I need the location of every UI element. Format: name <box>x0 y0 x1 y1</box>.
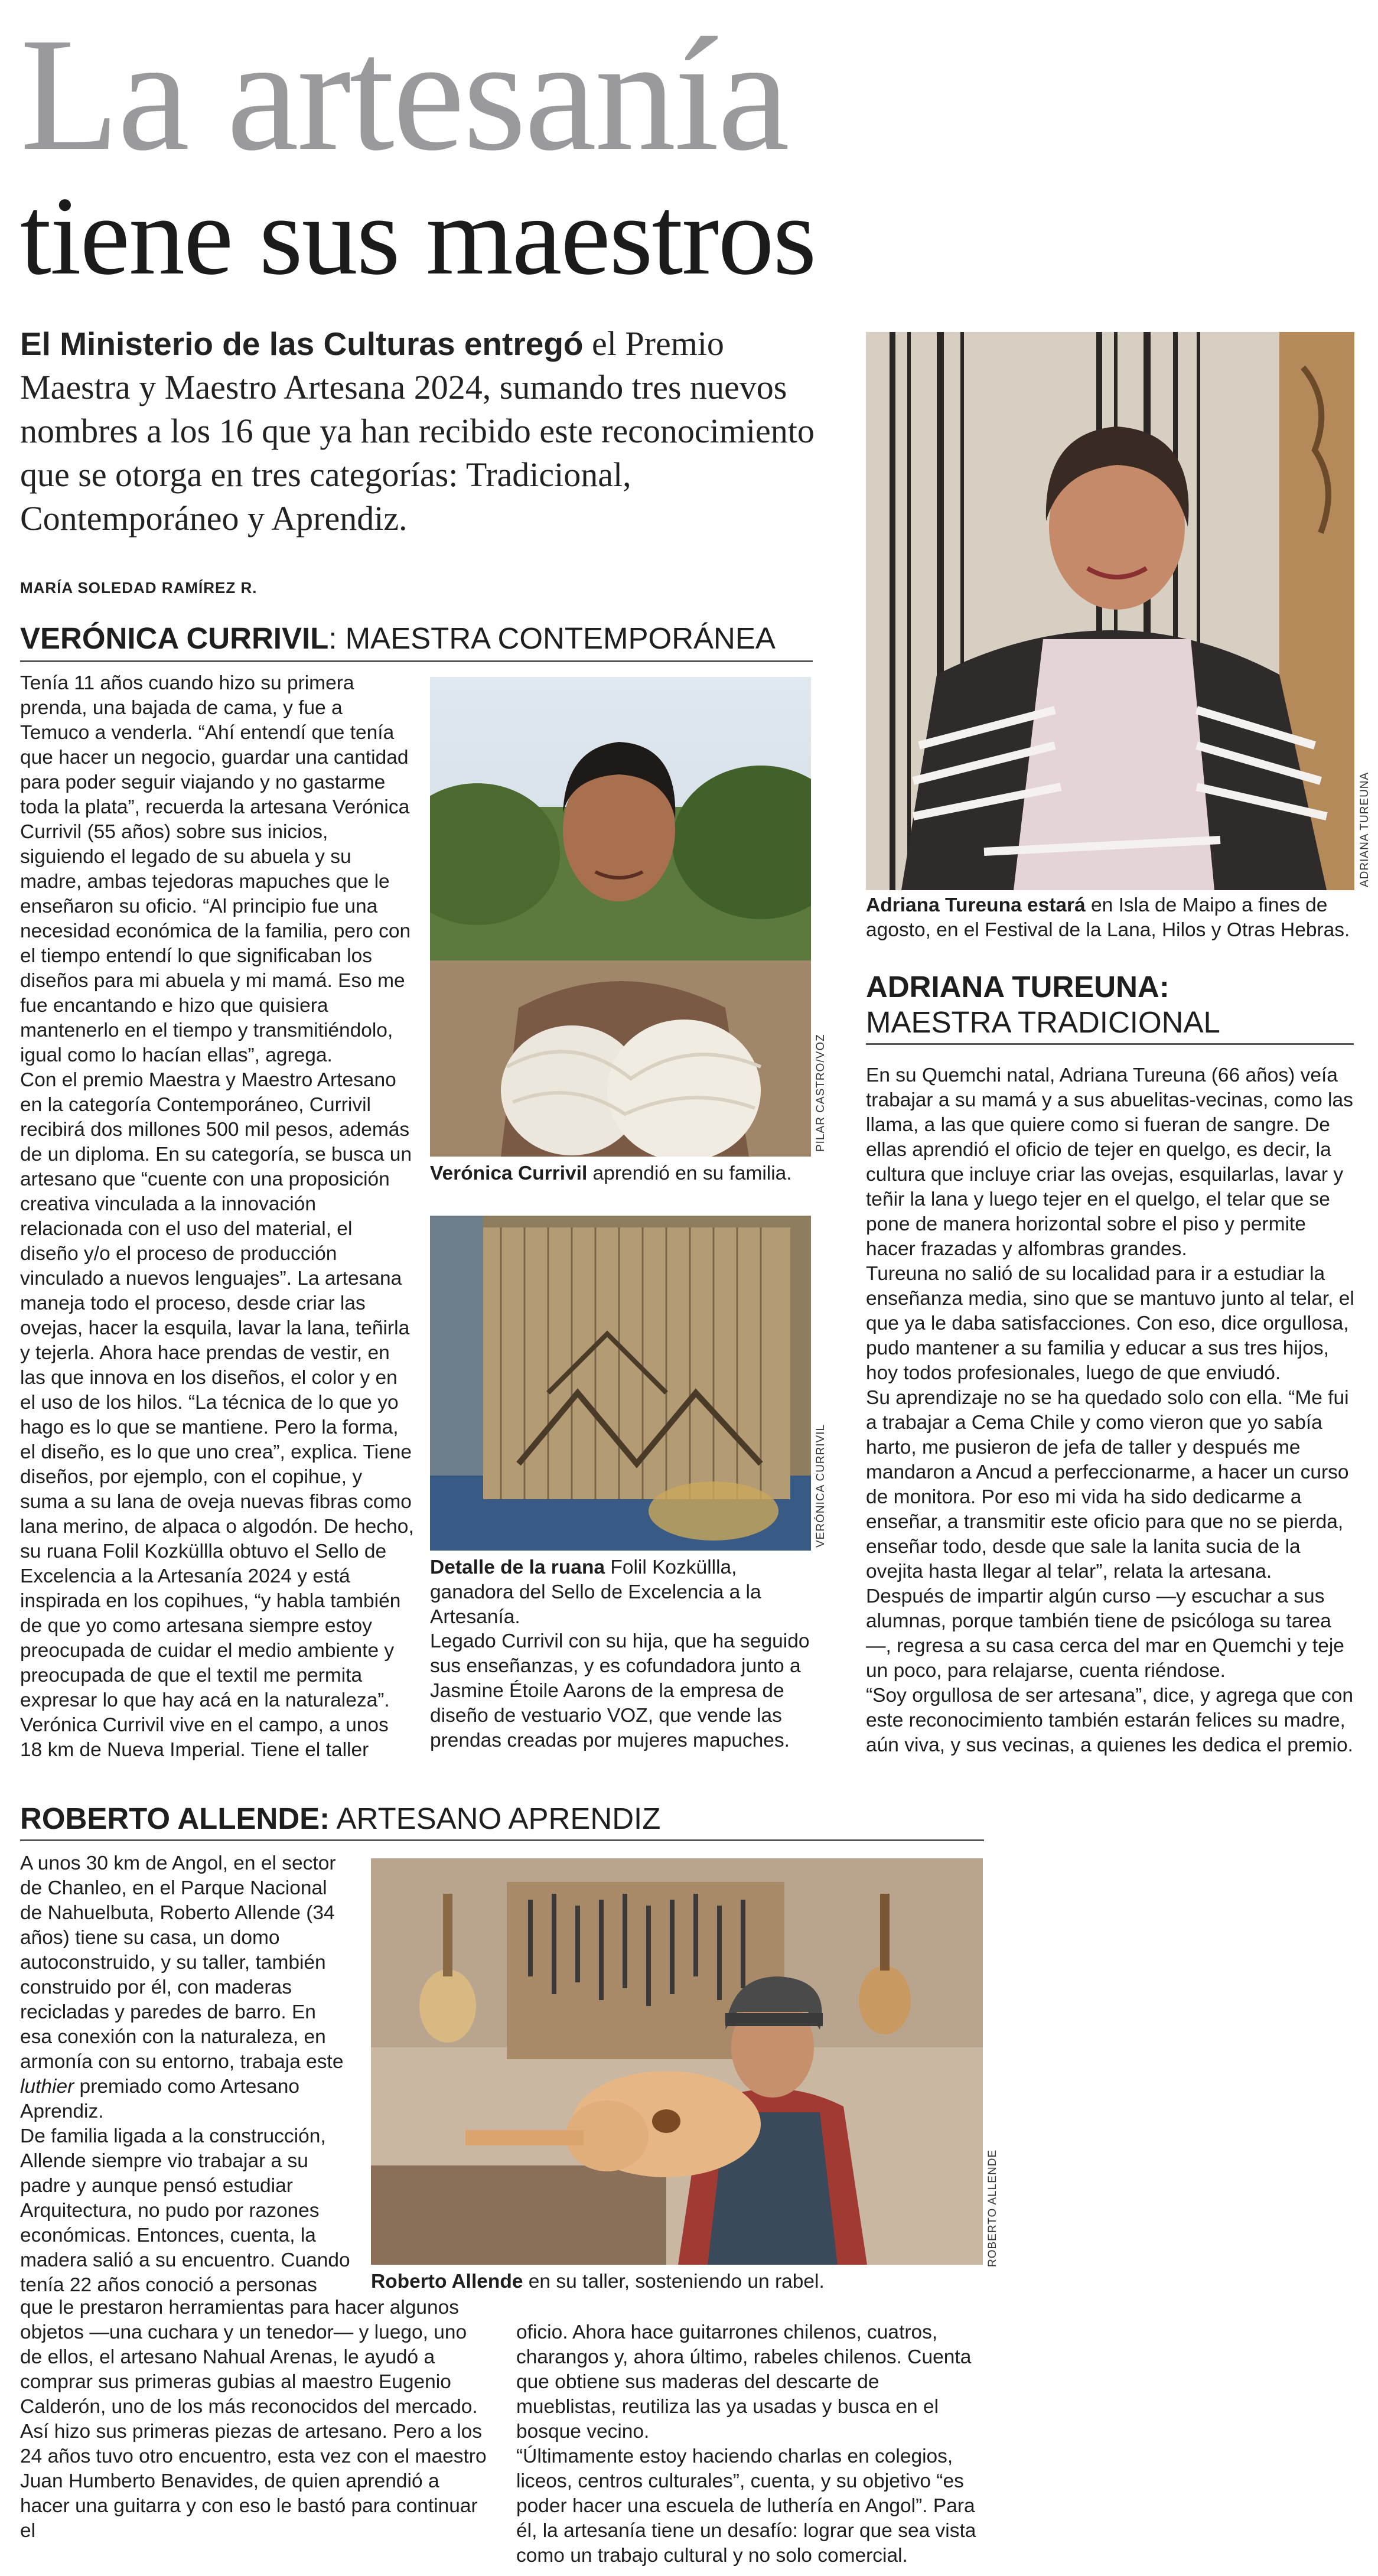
adriana-paragraph: Tureuna no salió de su localidad para ir a estudiar la enseñanza media, sino que se mantuvo junto al telar, el que ya le daba satisfacciones. Con eso, dice orgullosa, pudo mantener a su familia y educar a sus tres hijos, hoy todos profesionales, luego de que enviudó. <box>866 1263 1354 1384</box>
veronica-photo1-caption-bold: Verónica Currivil <box>430 1162 588 1184</box>
veronica-body-col1 <box>20 671 415 1763</box>
veronica-photo2-caption <box>430 1555 820 1630</box>
veronica-heading <box>20 620 776 657</box>
adriana-paragraph: En su Quemchi natal, Adriana Tureuna (66 años) veía trabajar a su mamá y a sus abuelitas-vecinas, como las llama, a las que quiere como si fueran de sangre. De ellas aprendió el oficio de tejer en quelgo, es decir, la cultura que incluye criar las ovejas, esquilarlas, lavar y teñir la lana y luego tejer en el quelgo, el telar que se pone de manera horizontal sobre el piso y permite hacer frazadas y alfombras grandes. <box>866 1064 1353 1260</box>
roberto-text: A unos 30 km de Angol, en el sector de Chanleo, en el Parque Nacional de Nahuelbuta, Roberto Allende (34 años) tiene su casa, un domo autoconstruido, y su taller, también construido por él, con maderas recicladas y paredes de barro. En esa conexión con la naturaleza, en armonía con su entorno, trabaja este <box>20 1852 344 2073</box>
veronica-photo1-caption <box>430 1161 820 1186</box>
adriana-photo-caption-bold: Adriana Tureuna estará <box>866 894 1086 916</box>
roberto-paragraph: De familia ligada a la construcción, Allende siempre vio trabajar a su padre y aunque pensó estudiar Arquitectura, no pudo por razones económicas. Entonces, cuenta, la madera salió a su encuentro. Cuando tenía 22 años conoció a personas <box>20 2125 350 2296</box>
intro-rest: el Premio Maestra y Maestro Artesana 2024, sumando tres nuevos nombres a los 16 que ya han recibido este reconocimiento que se otorga en tres categorías: Tradicional, Contemporáneo y Aprendiz. <box>20 324 815 538</box>
roberto-paragraph <box>20 1851 351 2124</box>
roberto-paragraph: oficio. Ahora hace guitarrones chilenos, cuatros, charangos y, ahora último, rabeles chilenos. Cuenta que obtiene sus maderas del descarte de mueblistas, reutiliza las ya usadas y busca en el bosque vecino. <box>516 2321 972 2443</box>
roberto-text-italic: luthier <box>20 2076 74 2098</box>
roberto-heading <box>20 1800 660 1837</box>
roberto-photo-credit: ROBERTO ALLENDE <box>986 2149 999 2267</box>
roberto-paragraph: que le prestaron herramientas para hacer algunos objetos —una cuchara y un tenedor— y luego, uno de ellos, el artesano Nahual Arenas, le ayudó a comprar sus primeras gubias al maestro Eugenio Calderón, uno de los más reconocidos del mercado. <box>20 2297 478 2418</box>
adriana-paragraph: “Soy orgullosa de ser artesana”, dice, y agrega que con este reconocimiento también estarán felices su madre, aún viva, y sus vecinas, a quienes les dedica el premio. <box>866 1685 1353 1756</box>
veronica-paragraph: Tenía 11 años cuando hizo su primera prenda, una bajada de cama, y fue a Temuco a venderla. “Ahí entendí que tenía que hacer un negocio, guardar una cantidad para poder seguir viajando y no gastarme toda la plata”, recuerda la artesana Verónica Currivil (55 años) sobre sus inicios, siguiendo el legado de su abuela y su madre, ambas tejedoras mapuches que le enseñaron su oficio. “Al principio fue una necesidad económica de la familia, pero con el tiempo entendí lo que significaban los diseños para mi abuela y mi mamá. Eso me fue encantando e hizo que quisiera mantenerlo en el tiempo y transmitiéndolo, igual como lo hacían ellas”, agrega. <box>20 672 411 1066</box>
veronica-paragraph: Legado Currivil con su hija, que ha seguido sus enseñanzas, y es cofundadora junto a Jasmine Étoile Aarons de la empresa de diseño de vestuario VOZ, que vende las prendas creadas por mujeres mapuches. <box>430 1630 810 1751</box>
intro-lead: El Ministerio de las Culturas entregó <box>20 325 584 362</box>
veronica-paragraph: Verónica Currivil vive en el campo, a unos 18 km de Nueva Imperial. Tiene el taller <box>20 1714 389 1761</box>
roberto-workshop-photo <box>371 1858 983 2265</box>
veronica-photo1-credit: PILAR CASTRO/VOZ <box>815 1034 827 1152</box>
veronica-heading-rule <box>20 660 813 662</box>
roberto-heading-name: ROBERTO ALLENDE: <box>20 1802 330 1835</box>
byline: MARÍA SOLEDAD RAMÍREZ R. <box>20 579 258 597</box>
adriana-heading-name: ADRIANA TUREUNA: <box>866 970 1169 1004</box>
roberto-heading-role: ARTESANO APRENDIZ <box>330 1802 661 1835</box>
adriana-photo-caption <box>866 893 1362 943</box>
veronica-portrait-photo <box>430 677 811 1157</box>
veronica-body-col2 <box>430 1629 820 1753</box>
roberto-photo-caption-rest: en su taller, sosteniendo un rabel. <box>523 2271 825 2292</box>
roberto-text: premiado como Artesano Aprendiz. <box>20 2076 299 2122</box>
roberto-paragraph: Así hizo sus primeras piezas de artesano. Pero a los 24 años tuvo otro encuentro, esta vez con el maestro Juan Humberto Benavides, de quien aprendió a hacer una guitarra y con eso le bastó para continuar el <box>20 2421 487 2542</box>
intro-paragraph <box>20 322 835 540</box>
roberto-paragraph: “Últimamente estoy haciendo charlas en colegios, liceos, centros culturales”, cuenta, y su objetivo “es poder hacer una escuela de luthería en Angol”. Para él, la artesanía tiene un desafío: lograr que sea vista como un trabajo cultural y no solo comercial. <box>516 2445 976 2567</box>
adriana-portrait-photo <box>866 332 1354 890</box>
adriana-heading-role: MAESTRA TRADICIONAL <box>866 1005 1220 1039</box>
roberto-heading-rule <box>20 1839 984 1841</box>
ruana-detail-photo <box>430 1216 811 1551</box>
headline-line2: tiene sus maestros <box>20 174 816 298</box>
veronica-photo2-caption-bold: Detalle de la ruana <box>430 1556 605 1578</box>
veronica-heading-role: : MAESTRA CONTEMPORÁNEA <box>328 621 776 655</box>
roberto-photo-caption <box>371 2269 985 2294</box>
veronica-photo1-caption-rest: aprendió en su familia. <box>587 1162 792 1184</box>
roberto-photo-caption-bold: Roberto Allende <box>371 2271 523 2292</box>
adriana-paragraph: Su aprendizaje no se ha quedado solo con ella. “Me fui a trabajar a Cema Chile y como vieron que yo sabía harto, me pusieron de jefa de taller y después me mandaron a Ancud a perfeccionarme, a hacer un curso de monitora. Por eso mi vida ha sido dedicarme a enseñar, a transmitir este oficio para que no se pierda, enseñar todo, desde que sale la lanita sucia de la ovejita hasta llegar al telar”, relata la artesana. Después de impartir algún curso —y escuchar a sus alumnas, porque también tiene de psicóloga su tarea—, regresa a su casa cerca del mar en Quemchi y teje un poco, para relajarse, cuenta riéndose. <box>866 1387 1349 1682</box>
veronica-photo2-credit: VERÓNICA CURRIVIL <box>815 1424 827 1548</box>
roberto-body-bottom-left <box>20 2295 493 2544</box>
adriana-photo-caption-rest: en Isla de Maipo a fines de agosto, en el Festival de la Lana, Hilos y Otras Hebras. <box>866 894 1350 941</box>
veronica-paragraph: Con el premio Maestra y Maestro Artesano en la categoría Contemporáneo, Currivil recibirá dos millones 500 mil pesos, además de un diploma. En su categoría, se busca un artesano que “cuente con una proposición creativa vinculada a la innovación relacionada con el uso del material, el diseño y/o el proceso de producción vinculado a nuevos lenguajes”. La artesana maneja todo el proceso, desde criar las ovejas, hacer la esquila, lavar la lana, teñirla y tejerla. Ahora hace prendas de vestir, en las que innova en los diseños, el color y en el uso de los hilos. “La técnica de lo que yo hago es lo que se mantiene. Pero la forma, el diseño, es lo que uno crea”, explica. Tiene diseños, por ejemplo, con el copihue, y suma a su lana de oveja nuevas fibras como lana merino, de alpaca o algodón. De hecho, su ruana Folil Kozküllla obtuvo el Sello de Excelencia a la Artesanía 2024 y está inspirada en los copihues, “y habla también de que yo como artesana siempre estoy preocupada de cuidar el medio ambiente y preocupada de que el textil me permita expresar lo que hay acá en la naturaleza”. <box>20 1069 414 1711</box>
adriana-body <box>866 1063 1355 1758</box>
adriana-heading-rule <box>866 1043 1354 1045</box>
roberto-body-top <box>20 1851 351 2298</box>
adriana-photo-credit: ADRIANA TUREUNA <box>1359 771 1371 887</box>
veronica-photo2-caption-rest: Folil Kozküllla, ganadora del Sello de Excelencia a la Artesanía. <box>430 1556 761 1628</box>
veronica-heading-name: VERÓNICA CURRIVIL <box>20 621 329 655</box>
roberto-body-bottom-right <box>516 2320 983 2568</box>
headline-line1: La artesanía <box>20 5 788 184</box>
